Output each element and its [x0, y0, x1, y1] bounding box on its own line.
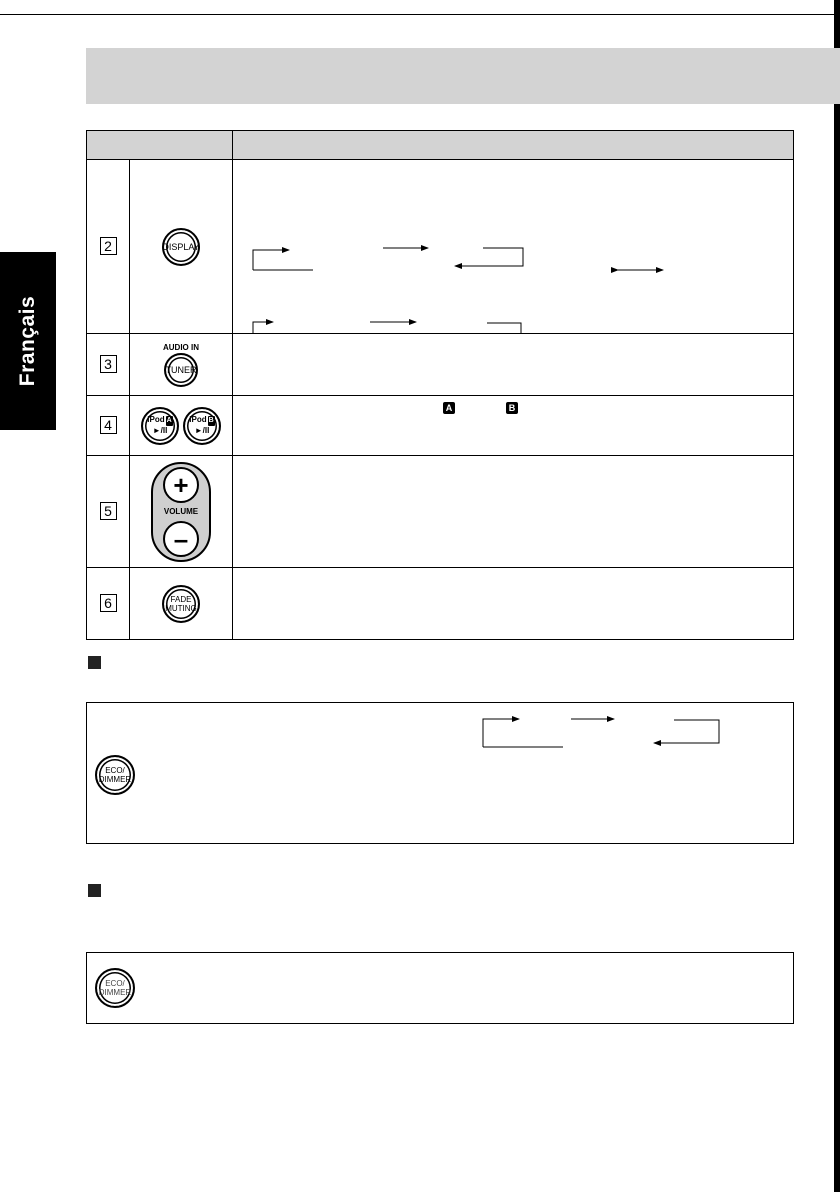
language-tab-label: Français	[16, 295, 40, 387]
eco-dimmer-info-box-2	[86, 952, 794, 1024]
fade-muting-button[interactable]: FADE MUTING	[162, 585, 200, 623]
row-number: 5	[100, 502, 117, 520]
eco-cycle-diagram	[87, 703, 793, 843]
table-row	[87, 334, 794, 396]
section-bullet-icon	[88, 656, 101, 669]
ipod-b-play-pause-button[interactable]: iPod B ►/II	[183, 407, 221, 445]
table-row	[87, 396, 794, 456]
table-row	[87, 568, 794, 640]
display-cycle-diagram	[233, 160, 793, 334]
tuner-button[interactable]: TUNER	[164, 353, 198, 387]
page-edge-bar	[834, 0, 840, 1192]
ipod-a-play-pause-button[interactable]: iPod A ►/II	[141, 407, 179, 445]
audio-in-label: AUDIO IN	[163, 342, 199, 352]
row-number: 6	[100, 594, 117, 612]
row-number: 2	[100, 237, 117, 255]
top-rule	[0, 14, 840, 15]
ipod-b-badge-icon: B	[506, 402, 518, 414]
table-header-description-col	[233, 131, 794, 160]
section-header-bar	[86, 48, 840, 104]
table-row	[87, 456, 794, 568]
display-button[interactable]: DISPLAY	[162, 228, 200, 266]
row-number: 3	[100, 355, 117, 373]
ipod-a-badge-icon: A	[443, 402, 455, 414]
table-row	[87, 160, 794, 334]
eco-dimmer-button[interactable]: ECO/ DIMMER	[95, 968, 135, 1008]
section-bullet-icon	[88, 884, 101, 897]
volume-plus-button[interactable]: +	[163, 467, 199, 503]
volume-label: VOLUME	[163, 507, 199, 516]
row-number: 4	[100, 416, 117, 434]
eco-dimmer-info-box-1	[86, 702, 794, 844]
table-header-row	[87, 131, 794, 160]
volume-rocker[interactable]	[151, 462, 211, 562]
display-description	[233, 160, 794, 334]
table-header-button-col	[87, 131, 233, 160]
eco-dimmer-button[interactable]: ECO/ DIMMER	[95, 755, 135, 795]
volume-minus-button[interactable]: –	[163, 521, 199, 557]
button-table	[86, 130, 794, 640]
